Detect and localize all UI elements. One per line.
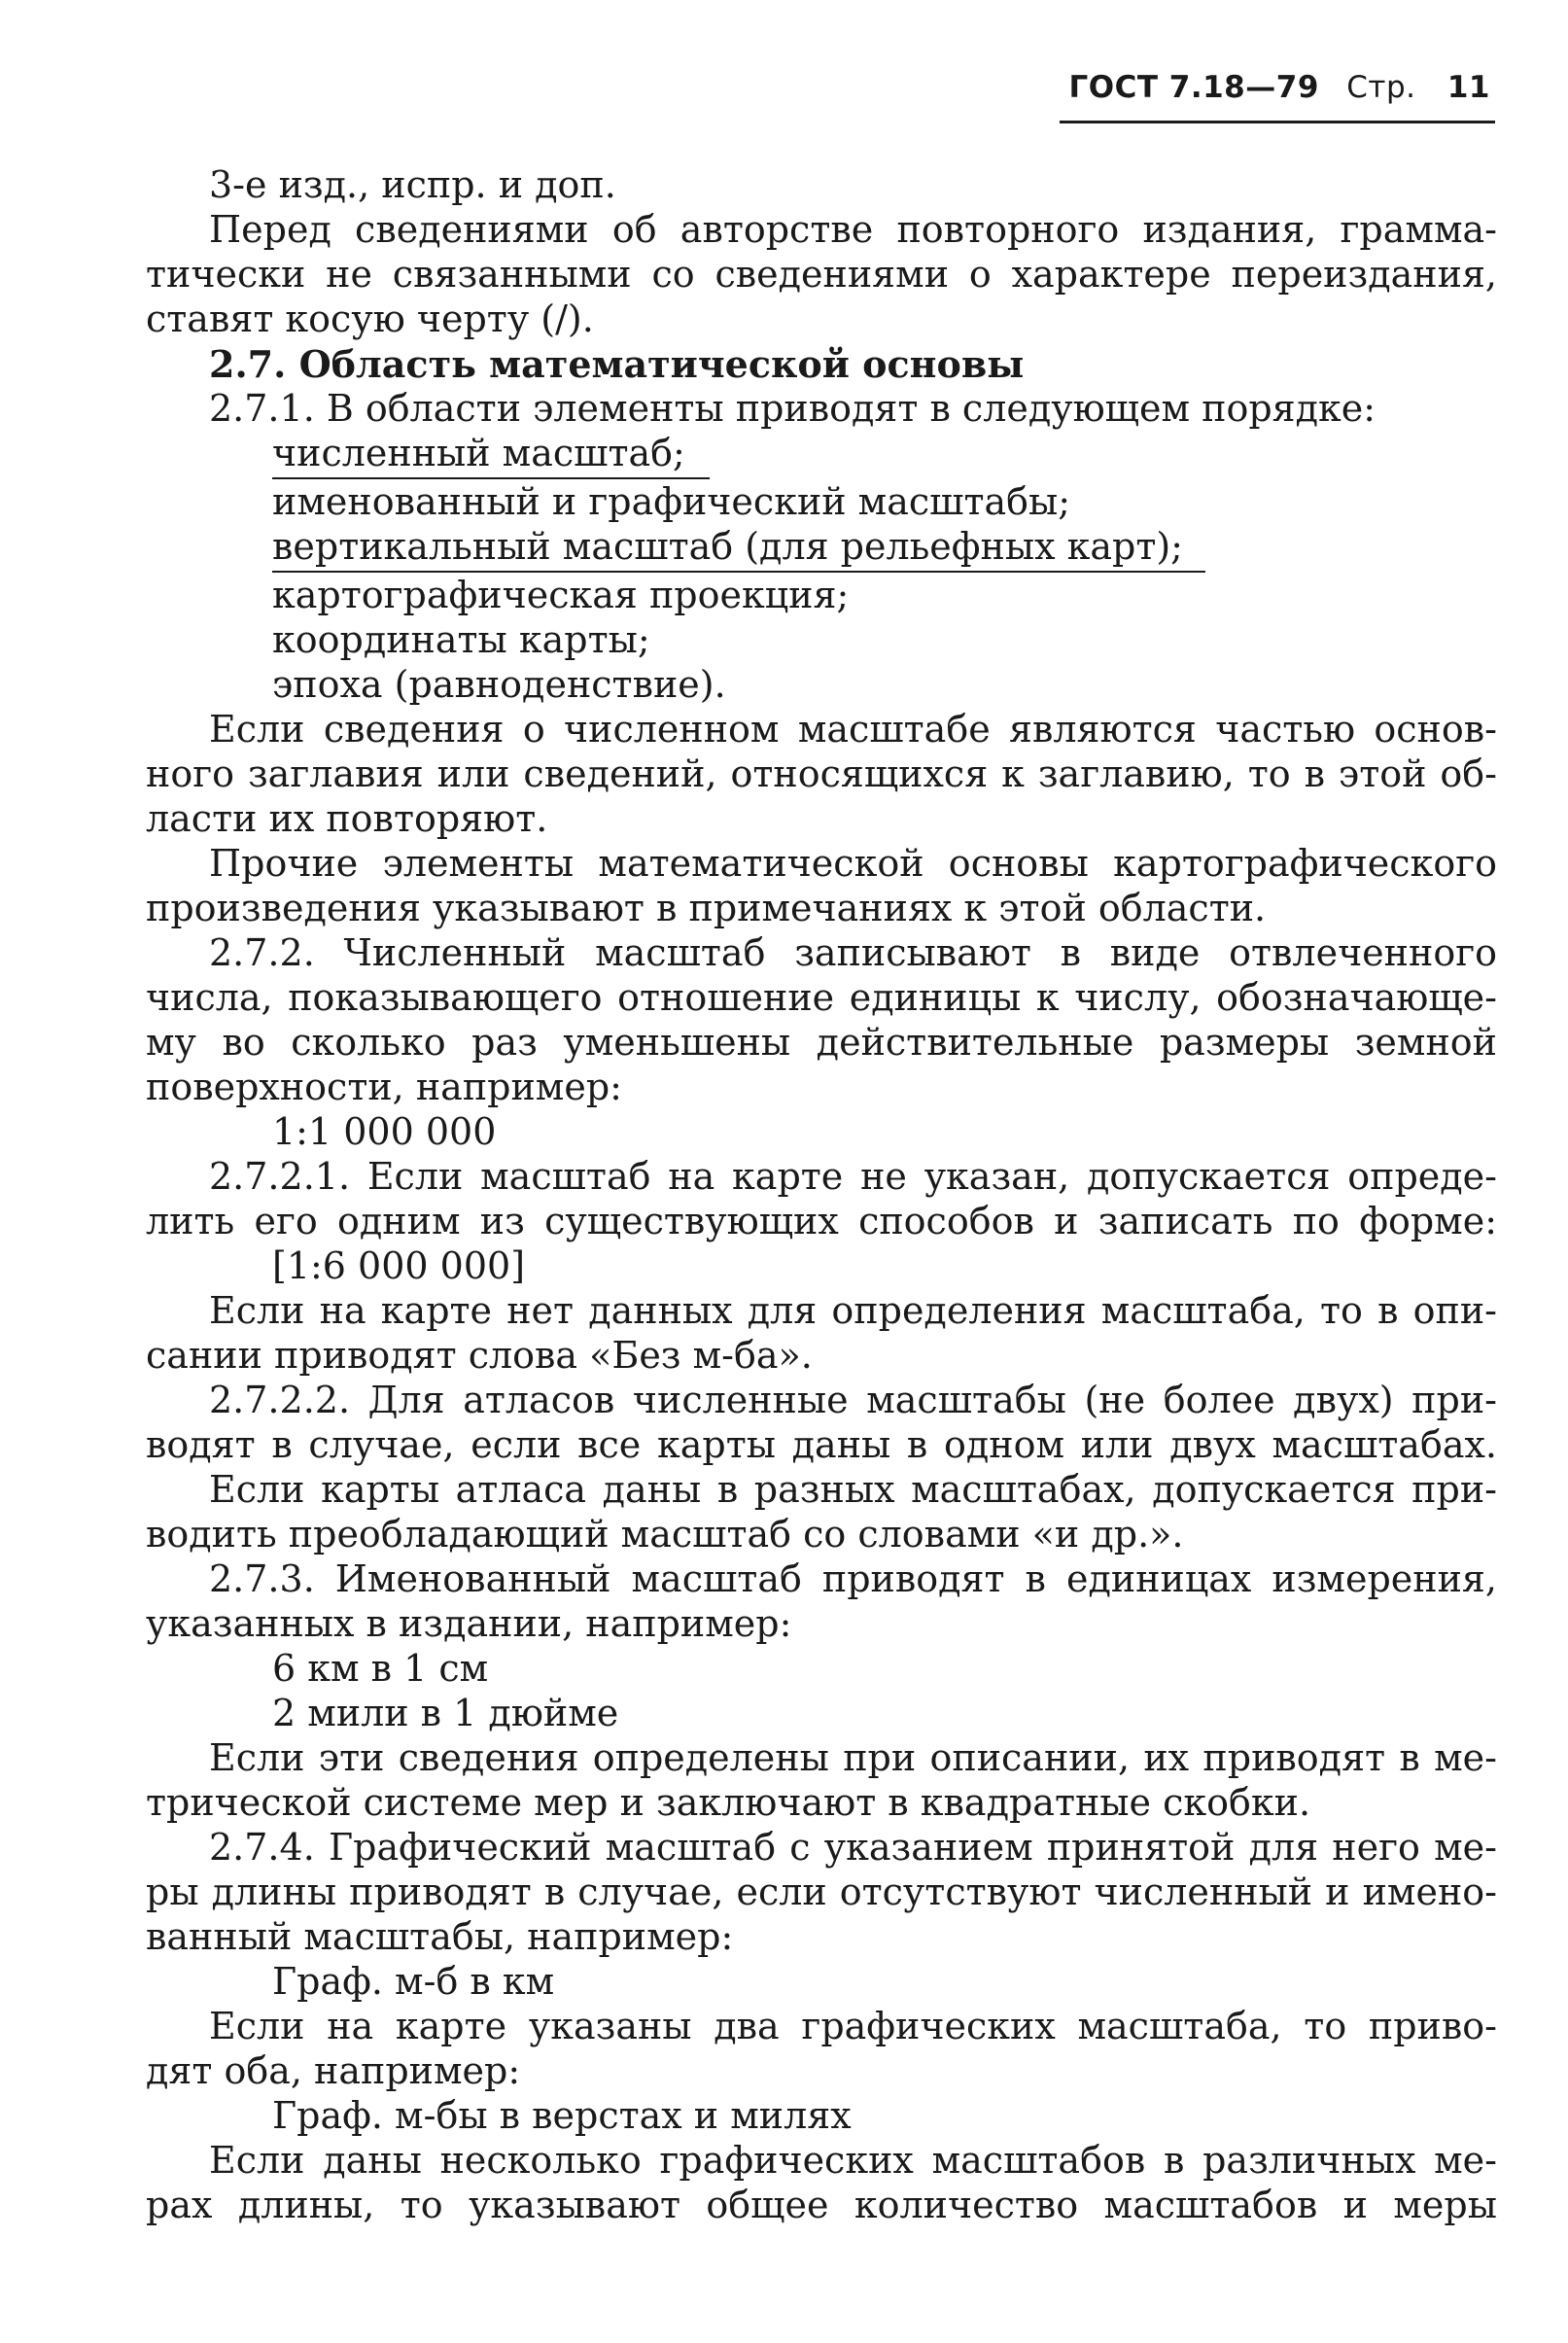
text-line: указанных в издании, например: [146, 1602, 792, 1645]
underline-rule [272, 477, 710, 479]
example-line: 2 мили в 1 дюйме [272, 1692, 619, 1734]
text-line: 2.7.2.1. Если масштаб на карте не указан, допускается опреде- [209, 1155, 1497, 1198]
example-line: Граф. м-б в км [272, 1960, 555, 2003]
text-line: Если даны несколько графических масштабов в различных ме- [209, 2139, 1497, 2182]
list-item: эпоха (равноденствие). [272, 663, 726, 706]
text-line: 2.7.2.2. Для атласов численные масштабы (не более двух) при- [209, 1379, 1497, 1421]
list-item: картографическая проекция; [272, 574, 850, 616]
list-item: координаты карты; [272, 618, 650, 661]
text-line: водить преобладающий масштаб со словами «и др.». [146, 1513, 1184, 1556]
example-line: 1:1 000 000 [272, 1110, 497, 1153]
underline-rule [272, 571, 1205, 573]
text-line: лить его одним из существующих способов и записать по форме: [146, 1200, 1497, 1242]
page-number: 11 [1446, 70, 1490, 105]
text-line: Прочие элементы математической основы картографического [209, 842, 1497, 885]
text-line: 3-е изд., испр. и доп. [209, 163, 616, 206]
text-line: 2.7.4. Графический масштаб с указанием принятой для него ме- [209, 1826, 1497, 1869]
text-line: ванный масштабы, например: [146, 1915, 734, 1958]
header-rule [1060, 121, 1495, 123]
text-line: трической системе мер и заключают в квадратные скобки. [146, 1781, 1311, 1824]
list-item: вертикальный масштаб (для рельефных карт); [272, 525, 1183, 568]
text-line: 2.7.1. В области элементы приводят в следующем порядке: [209, 387, 1376, 430]
standard-code: ГОСТ 7.18—79 [1068, 70, 1319, 105]
list-item: численный масштаб; [272, 432, 685, 474]
text-line: ласти их повторяют. [146, 797, 548, 840]
page-label: Стр. [1346, 70, 1416, 105]
example-line: [1:6 000 000] [272, 1244, 526, 1287]
text-line: ры длины приводят в случае, если отсутствуют численный и имено- [146, 1871, 1497, 1913]
text-line: 2.7.3. Именованный масштаб приводят в единицах измерения, [209, 1557, 1497, 1600]
section-heading: 2.7. Область математической основы [209, 342, 1025, 386]
text-line: произведения указывают в примечаниях к этой области. [146, 887, 1267, 929]
text-line: му во сколько раз уменьшены действительные размеры земной [146, 1021, 1497, 1064]
text-line: ставят косую черту (/). [146, 297, 594, 340]
list-item: именованный и графический масштабы; [272, 480, 1071, 523]
text-line: дят оба, например: [146, 2049, 521, 2092]
text-line: рах длины, то указывают общее количество масштабов и меры [146, 2184, 1497, 2226]
text-line: ного заглавия или сведений, относящихся к заглавию, то в этой об- [146, 752, 1497, 795]
text-line: Если на карте нет данных для определения масштаба, то в опи- [209, 1289, 1497, 1332]
text-line: тически не связанными со сведениями о характере переиздания, [146, 253, 1497, 296]
text-line: 2.7.2. Численный масштаб записывают в виде отвлеченного [209, 931, 1497, 974]
text-line: водят в случае, если все карты даны в одном или двух масштабах. [146, 1423, 1497, 1466]
example-line: 6 км в 1 см [272, 1647, 489, 1690]
text-line: Если сведения о численном масштабе являются частью основ- [209, 708, 1497, 751]
text-line: сании приводят слова «Без м-ба». [146, 1334, 813, 1377]
example-line: Граф. м-бы в верстах и милях [272, 2094, 852, 2137]
text-line: Если эти сведения определены при описании, их приводят в ме- [209, 1736, 1497, 1779]
text-line: Перед сведениями об авторстве повторного издания, грамма- [209, 208, 1497, 251]
page-header [1068, 70, 1490, 105]
text-line: Если на карте указаны два графических масштаба, то приво- [209, 2005, 1497, 2047]
text-line: поверхности, например: [146, 1066, 622, 1108]
text-line: Если карты атласа даны в разных масштабах, допускается при- [209, 1468, 1497, 1511]
text-line: числа, показывающего отношение единицы к числу, обозначающе- [146, 976, 1497, 1019]
